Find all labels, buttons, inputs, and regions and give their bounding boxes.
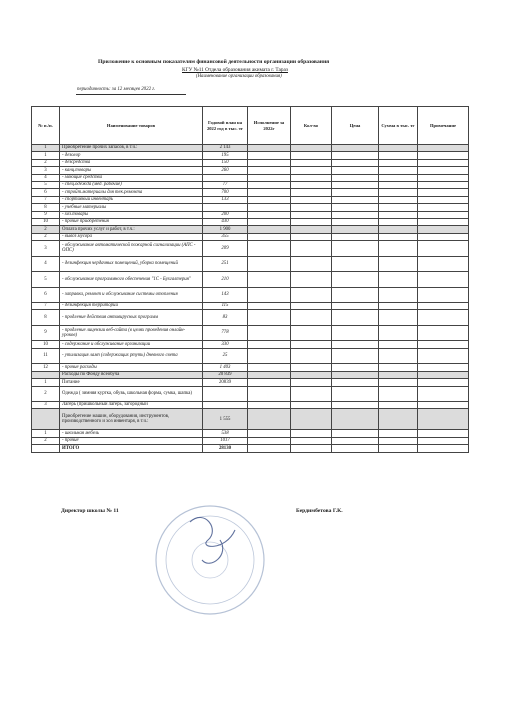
row-item-name: - дезсредства [60,159,203,166]
row-plan-value [203,174,248,181]
row-price-cell [332,437,379,444]
row-note-cell [418,445,469,452]
row-note-cell [418,386,469,402]
row-execution-cell [248,371,291,378]
row-number: 5 [32,181,60,188]
row-quantity-cell [291,196,332,203]
row-execution-cell [248,218,291,225]
row-plan-value: 538 [203,430,248,437]
row-sum-cell [379,348,418,364]
row-price-cell [332,189,379,196]
row-plan-value: 28130 [203,445,248,452]
row-item-name: Одежда ( зимняя куртка, обувь, школьная форма, сумка, шапка) [60,386,203,402]
table-row [32,196,469,203]
col-header-note: Примечание [418,107,469,145]
row-price-cell [332,272,379,288]
row-note-cell [418,218,469,225]
row-sum-cell [379,226,418,233]
row-price-cell [332,310,379,326]
row-number: 7 [32,303,60,310]
table-row [32,303,469,310]
row-number: 12 [32,364,60,371]
organization-caption: (Наименование организации образования) [196,74,282,79]
row-item-name: - продление действия антивирусных программ [60,310,203,326]
row-note-cell [418,226,469,233]
col-header-quantity: Кол-во [291,107,332,145]
row-plan-value: 115 [203,303,248,310]
row-price-cell [332,445,379,452]
row-quantity-cell [291,409,332,430]
row-item-name: Лагерь (пришкольный лагерь, загородный [60,402,203,409]
row-execution-cell [248,174,291,181]
director-title: Директор школы № 11 [61,508,119,514]
row-plan-value [203,204,248,211]
row-sum-cell [379,218,418,225]
row-sum-cell [379,325,418,341]
row-note-cell [418,159,469,166]
row-price-cell [332,174,379,181]
row-quantity-cell [291,287,332,303]
row-sum-cell [379,287,418,303]
col-header-price: Цена [332,107,379,145]
row-price-cell [332,341,379,348]
row-note-cell [418,196,469,203]
row-note-cell [418,364,469,371]
row-sum-cell [379,409,418,430]
row-item-name: Расходы по Фонду всеобуча [60,371,203,378]
table-row [32,272,469,288]
row-number [32,409,60,430]
row-execution-cell [248,402,291,409]
row-plan-value: 260 [203,167,248,174]
table-row [32,241,469,257]
row-execution-cell [248,379,291,386]
row-item-name: - дезинфекция территории [60,303,203,310]
row-item-name: - продление лицензии веб-сайта (в целях проведения онлайн-уроков) [60,325,203,341]
col-header-execution: Исполнение за 2022г [248,107,291,145]
row-plan-value: 1 555 [203,409,248,430]
row-plan-value: 20839 [203,379,248,386]
row-price-cell [332,204,379,211]
row-plan-value: 2 143 [203,145,248,152]
row-plan-value: 355 [203,233,248,240]
row-quantity-cell [291,167,332,174]
table-row [32,181,469,188]
row-price-cell [332,167,379,174]
row-note-cell [418,437,469,444]
table-header-row [32,107,469,145]
row-quantity-cell [291,226,332,233]
row-quantity-cell [291,437,332,444]
row-quantity-cell [291,303,332,310]
row-number: 11 [32,348,60,364]
row-sum-cell [379,310,418,326]
table-row [32,341,469,348]
col-header-number: № п./п. [32,107,60,145]
row-sum-cell [379,152,418,159]
col-header-plan: Годовой план на 2022 год в тыс. тг [203,107,248,145]
row-plan-value [203,386,248,402]
table-row [32,430,469,437]
row-price-cell [332,211,379,218]
row-quantity-cell [291,189,332,196]
row-item-name: - спортивный инвентарь [60,196,203,203]
row-execution-cell [248,303,291,310]
row-sum-cell [379,303,418,310]
row-item-name: - дезолор [60,152,203,159]
row-plan-value: 210 [203,272,248,288]
row-price-cell [332,430,379,437]
row-plan-value: 778 [203,325,248,341]
row-number: 2 [32,437,60,444]
row-number: 2 [32,159,60,166]
row-item-name: - моющие средства [60,174,203,181]
row-sum-cell [379,256,418,272]
row-execution-cell [248,211,291,218]
row-execution-cell [248,167,291,174]
row-price-cell [332,152,379,159]
row-quantity-cell [291,174,332,181]
row-sum-cell [379,430,418,437]
row-number: 9 [32,325,60,341]
row-number: 4 [32,174,60,181]
row-quantity-cell [291,256,332,272]
row-number: 8 [32,310,60,326]
report-period: периодичность: за 12 месяцев 2022 г. [77,87,156,92]
row-sum-cell [379,196,418,203]
col-header-sum: Сумма в тыс. тг [379,107,418,145]
row-execution-cell [248,437,291,444]
row-number: 5 [32,272,60,288]
row-note-cell [418,152,469,159]
row-plan-value: 430 [203,218,248,225]
row-note-cell [418,430,469,437]
row-item-name: - канц.товары [60,167,203,174]
table-row [32,152,469,159]
row-execution-cell [248,226,291,233]
row-sum-cell [379,211,418,218]
row-quantity-cell [291,159,332,166]
table-row [32,348,469,364]
row-sum-cell [379,364,418,371]
row-note-cell [418,379,469,386]
row-quantity-cell [291,364,332,371]
table-row [32,211,469,218]
row-plan-value: 330 [203,341,248,348]
row-price-cell [332,371,379,378]
row-quantity-cell [291,233,332,240]
row-item-name: - прочие [60,437,203,444]
table-row [32,145,469,152]
row-number: 3 [32,167,60,174]
row-execution-cell [248,256,291,272]
row-price-cell [332,159,379,166]
row-item-name: Приобретение прочих запасов, в т.ч.: [60,145,203,152]
table-row [32,189,469,196]
row-note-cell [418,211,469,218]
row-execution-cell [248,325,291,341]
row-item-name: - стройт.материалы для тек.ремонта [60,189,203,196]
row-plan-value: 200 [203,211,248,218]
row-number: 3 [32,241,60,257]
row-plan-value: 150 [203,159,248,166]
row-plan-value: 143 [203,287,248,303]
row-price-cell [332,196,379,203]
row-number: 1 [32,379,60,386]
row-execution-cell [248,189,291,196]
row-sum-cell [379,189,418,196]
col-header-name: Наименование товаров [60,107,203,145]
row-execution-cell [248,364,291,371]
row-sum-cell [379,241,418,257]
row-price-cell [332,364,379,371]
row-sum-cell [379,402,418,409]
row-execution-cell [248,196,291,203]
row-item-name: Питание [60,379,203,386]
row-item-name: - заправка, ремонт и обслуживание системы отопления [60,287,203,303]
row-plan-value: 700 [203,189,248,196]
row-quantity-cell [291,379,332,386]
row-execution-cell [248,341,291,348]
row-price-cell [332,409,379,430]
row-number: 2 [32,386,60,402]
row-price-cell [332,379,379,386]
row-sum-cell [379,174,418,181]
row-plan-value: 25 [203,348,248,364]
table-row [32,310,469,326]
row-note-cell [418,256,469,272]
row-execution-cell [248,152,291,159]
row-quantity-cell [291,341,332,348]
row-number: 2 [32,233,60,240]
table-row [32,386,469,402]
row-plan-value: 1 900 [203,226,248,233]
row-sum-cell [379,386,418,402]
row-note-cell [418,189,469,196]
row-note-cell [418,303,469,310]
row-number: 2 [32,226,60,233]
row-item-name: - дезинфекция чердачных помещений, уборка помещений [60,256,203,272]
row-note-cell [418,167,469,174]
row-quantity-cell [291,181,332,188]
table-row [32,204,469,211]
row-execution-cell [248,272,291,288]
table-row [32,233,469,240]
table-row [32,159,469,166]
row-item-name: - вывоз мусора [60,233,203,240]
row-price-cell [332,348,379,364]
row-sum-cell [379,204,418,211]
row-number [32,445,60,452]
row-execution-cell [248,287,291,303]
row-execution-cell [248,159,291,166]
row-quantity-cell [291,371,332,378]
row-quantity-cell [291,218,332,225]
row-execution-cell [248,241,291,257]
row-number: 7 [32,196,60,203]
row-note-cell [418,371,469,378]
table-row [32,379,469,386]
row-sum-cell [379,445,418,452]
row-price-cell [332,386,379,402]
row-sum-cell [379,371,418,378]
row-plan-value: 209 [203,241,248,257]
table-row [32,409,469,430]
row-number: 4 [32,256,60,272]
row-note-cell [418,402,469,409]
row-number: 3 [32,402,60,409]
row-quantity-cell [291,204,332,211]
row-sum-cell [379,437,418,444]
row-item-name: ИТОГО [60,445,203,452]
row-plan-value: 1017 [203,437,248,444]
table-row [32,445,469,452]
row-price-cell [332,226,379,233]
row-note-cell [418,145,469,152]
row-execution-cell [248,181,291,188]
row-item-name: - прочие приобретения [60,218,203,225]
row-price-cell [332,256,379,272]
row-number: 9 [32,211,60,218]
row-quantity-cell [291,310,332,326]
row-price-cell [332,241,379,257]
row-quantity-cell [291,152,332,159]
row-price-cell [332,233,379,240]
row-item-name: - обслуживание программного обеспечения "1С - Бухгалтерия" [60,272,203,288]
row-item-name: - школьная мебель [60,430,203,437]
row-plan-value: 1 403 [203,364,248,371]
row-price-cell [332,287,379,303]
row-number: 1 [32,145,60,152]
director-name: Бердимбетова Г.К. [296,508,343,514]
row-quantity-cell [291,241,332,257]
row-note-cell [418,325,469,341]
row-sum-cell [379,379,418,386]
row-quantity-cell [291,402,332,409]
table-row [32,256,469,272]
row-sum-cell [379,145,418,152]
row-execution-cell [248,145,291,152]
table-row [32,402,469,409]
row-sum-cell [379,272,418,288]
row-note-cell [418,409,469,430]
row-plan-value [203,402,248,409]
row-price-cell [332,303,379,310]
row-note-cell [418,341,469,348]
row-price-cell [332,145,379,152]
row-item-name: - прочие расходы [60,364,203,371]
finance-table [31,106,469,453]
row-item-name: - содержание и обслуживание организации [60,341,203,348]
table-row [32,287,469,303]
row-quantity-cell [291,145,332,152]
row-plan-value: 195 [203,152,248,159]
row-item-name: Приобретение машин, оборудования, инструментов, производственного и хоз инвентаря, в т.ч.: [60,409,203,430]
row-quantity-cell [291,348,332,364]
row-note-cell [418,174,469,181]
row-execution-cell [248,430,291,437]
row-note-cell [418,272,469,288]
row-item-name: - хоз.товары [60,211,203,218]
row-sum-cell [379,181,418,188]
table-row [32,174,469,181]
row-execution-cell [248,445,291,452]
row-number: 1 [32,152,60,159]
row-note-cell [418,241,469,257]
row-item-name: - утилизация ламп (содержащих ртуть) дневного света [60,348,203,364]
table-row [32,167,469,174]
table-row [32,364,469,371]
table-row [32,218,469,225]
row-number: 6 [32,189,60,196]
row-sum-cell [379,159,418,166]
row-execution-cell [248,386,291,402]
row-note-cell [418,204,469,211]
row-note-cell [418,310,469,326]
row-price-cell [332,218,379,225]
row-number: 1 [32,430,60,437]
row-item-name: - учебные материалы [60,204,203,211]
row-number: 10 [32,218,60,225]
row-number: 8 [32,204,60,211]
row-execution-cell [248,348,291,364]
row-plan-value: 133 [203,196,248,203]
table-row [32,226,469,233]
row-execution-cell [248,409,291,430]
period-underline [76,94,186,95]
row-number: 6 [32,287,60,303]
row-price-cell [332,181,379,188]
table-row [32,371,469,378]
row-note-cell [418,287,469,303]
row-number: 10 [32,341,60,348]
row-price-cell [332,325,379,341]
school-stamp [150,500,270,620]
row-execution-cell [248,204,291,211]
row-item-name: - обслуживание автоматической пожарной сигнализации (АПС - ОПС) [60,241,203,257]
row-execution-cell [248,310,291,326]
row-quantity-cell [291,386,332,402]
row-quantity-cell [291,445,332,452]
row-sum-cell [379,233,418,240]
table-row [32,325,469,341]
row-quantity-cell [291,272,332,288]
row-sum-cell [379,167,418,174]
row-note-cell [418,348,469,364]
row-quantity-cell [291,211,332,218]
row-price-cell [332,402,379,409]
row-quantity-cell [291,325,332,341]
table-row [32,437,469,444]
row-quantity-cell [291,430,332,437]
row-item-name: Оплата прочих услуг и работ, в т.ч.: [60,226,203,233]
row-sum-cell [379,341,418,348]
organization-name: КГУ №11 Отдела образования акимата г. Тараз [182,67,288,73]
report-title: Приложение к основным показателям финансовой деятельности организации образования [98,59,330,65]
row-item-name: - спец.одежда (мед. рабочие) [60,181,203,188]
row-plan-value: 20 839 [203,371,248,378]
row-plan-value: 83 [203,310,248,326]
row-number [32,371,60,378]
row-execution-cell [248,233,291,240]
row-plan-value: 77 [203,181,248,188]
row-plan-value: 251 [203,256,248,272]
row-note-cell [418,181,469,188]
row-note-cell [418,233,469,240]
